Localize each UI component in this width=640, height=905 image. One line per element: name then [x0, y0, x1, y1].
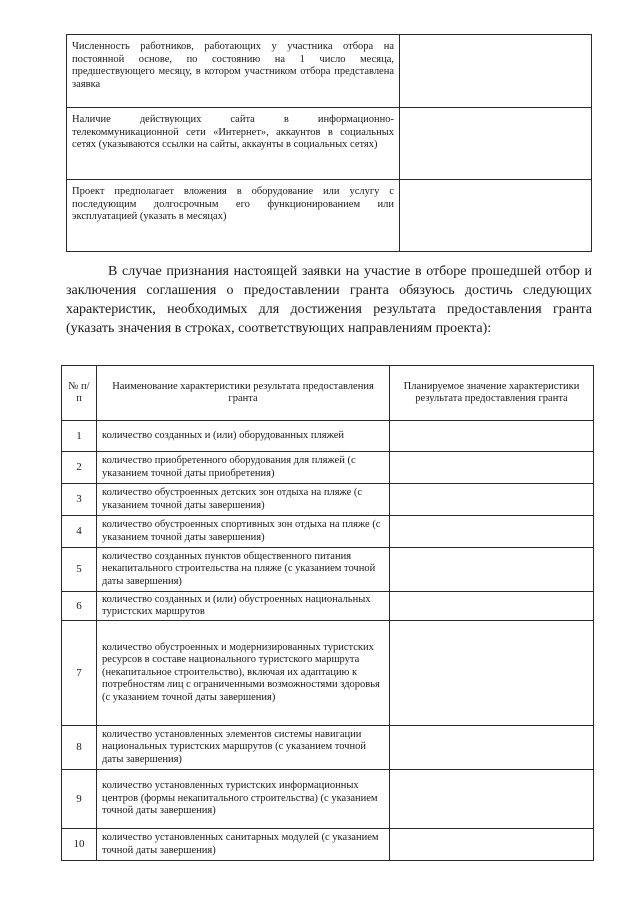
row-number: 3 — [62, 484, 97, 516]
table-row — [62, 770, 594, 829]
table-row — [62, 421, 594, 452]
header-value: Планируемое значение характеристики результата предоставления гранта — [390, 366, 594, 421]
characteristic-name: количество установленных туристских информационных центров (формы некапитального строительства) (с указанием точной даты завершения) — [97, 770, 390, 829]
characteristic-name: количество обустроенных спортивных зон отдыха на пляже (с указанием точной даты завершения) — [97, 516, 390, 548]
answer-cell[interactable] — [400, 35, 592, 108]
answer-cell[interactable] — [400, 108, 592, 180]
table-row — [62, 484, 594, 516]
planned-value-cell[interactable] — [390, 829, 594, 861]
grant-results-table — [61, 365, 594, 861]
planned-value-cell[interactable] — [390, 421, 594, 452]
table-row — [67, 35, 592, 108]
characteristic-name: количество обустроенных и модернизированных туристских ресурсов в составе национального туристского маршрута (некапитальное строительство), включая их адаптацию к потребностям лиц с ограниченными возможностями здоровья (с указанием точной даты завершения) — [97, 621, 390, 726]
commitment-paragraph: В случае признания настоящей заявки на участие в отборе прошедшей отбор и заключения соглашения о предоставлении гранта обязуюсь достичь следующих характеристик, необходимых для достижения результата предоставления гранта (указать значения в строках, соответствующих направлениям проекта): — [66, 264, 592, 336]
question-cell: Проект предполагает вложения в оборудование или услугу с последующим долгосрочным его функционированием или эксплуатацией (указать в месяцах) — [67, 180, 400, 252]
planned-value-cell[interactable] — [390, 592, 594, 621]
table-row — [62, 829, 594, 861]
characteristic-name: количество созданных и (или) оборудованных пляжей — [97, 421, 390, 452]
row-number: 2 — [62, 452, 97, 484]
characteristic-name: количество установленных элементов системы навигации национальных туристских маршрутов (с указанием точной даты завершения) — [97, 726, 390, 770]
planned-value-cell[interactable] — [390, 548, 594, 592]
question-cell: Численность работников, работающих у участника отбора на постоянной основе, по состоянию на 1 число месяца, предшествующего месяцу, в котором участником отбора представлена заявка — [67, 35, 400, 108]
row-number: 7 — [62, 621, 97, 726]
header-name: Наименование характеристики результата предоставления гранта — [97, 366, 390, 421]
table-row — [67, 108, 592, 180]
row-number: 10 — [62, 829, 97, 861]
row-number: 6 — [62, 592, 97, 621]
answer-cell[interactable] — [400, 180, 592, 252]
row-number: 4 — [62, 516, 97, 548]
characteristic-name: количество установленных санитарных модулей (с указанием точной даты завершения) — [97, 829, 390, 861]
planned-value-cell[interactable] — [390, 621, 594, 726]
planned-value-cell[interactable] — [390, 484, 594, 516]
table-row — [62, 548, 594, 592]
question-cell: Наличие действующих сайта в информационно-телекоммуникационной сети «Интернет», аккаунтов в социальных сетях (указываются ссылки на сайты, аккаунты в социальных сетях) — [67, 108, 400, 180]
row-number: 1 — [62, 421, 97, 452]
characteristic-name: количество обустроенных детских зон отдыха на пляже (с указанием точной даты завершения) — [97, 484, 390, 516]
table-row — [62, 621, 594, 726]
characteristic-name: количество созданных пунктов общественного питания некапитального строительства на пляже (с указанием точной даты завершения) — [97, 548, 390, 592]
planned-value-cell[interactable] — [390, 770, 594, 829]
table-header-row — [62, 366, 594, 421]
table-row — [62, 726, 594, 770]
planned-value-cell[interactable] — [390, 452, 594, 484]
planned-value-cell[interactable] — [390, 516, 594, 548]
row-number: 9 — [62, 770, 97, 829]
header-number: № п/п — [62, 366, 97, 421]
row-number: 5 — [62, 548, 97, 592]
characteristic-name: количество созданных и (или) обустроенных национальных туристских маршрутов — [97, 592, 390, 621]
table-row — [62, 592, 594, 621]
project-info-table — [66, 34, 592, 252]
planned-value-cell[interactable] — [390, 726, 594, 770]
characteristic-name: количество приобретенного оборудования для пляжей (с указанием точной даты приобретения) — [97, 452, 390, 484]
row-number: 8 — [62, 726, 97, 770]
table-row — [62, 452, 594, 484]
table-row — [62, 516, 594, 548]
table-row — [67, 180, 592, 252]
